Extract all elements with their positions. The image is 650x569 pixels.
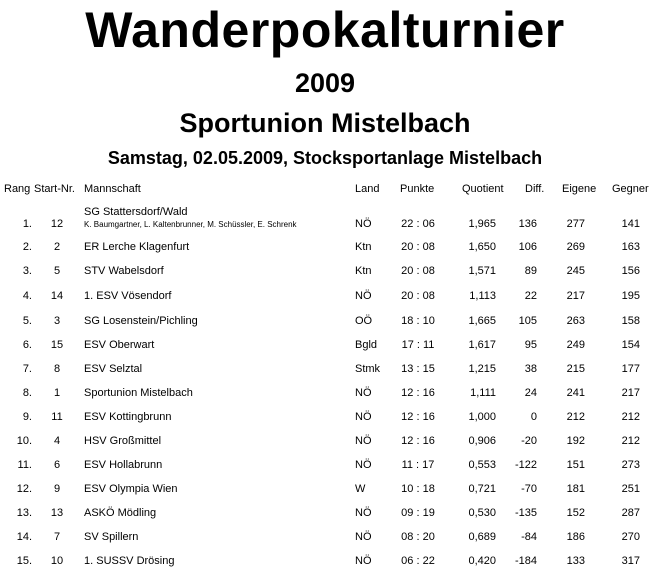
cell-eigene: 215 xyxy=(566,363,585,375)
cell-gegner: 273 xyxy=(621,459,640,471)
cell-quotient: 0,553 xyxy=(468,459,496,471)
cell-quotient: 1,617 xyxy=(468,339,496,351)
column-header: Start-Nr. xyxy=(34,183,75,195)
cell-team: SG Losenstein/Pichling xyxy=(84,315,198,327)
column-header: Eigene xyxy=(562,183,597,195)
cell-start: 5 xyxy=(53,265,61,277)
cell-team: 1. SUSSV Drösing xyxy=(84,555,175,567)
cell-eigene: 186 xyxy=(566,531,585,543)
cell-quotient: 0,420 xyxy=(468,555,496,567)
cell-land: NÖ xyxy=(355,290,372,302)
cell-diff: -122 xyxy=(514,459,537,471)
cell-start: 15 xyxy=(50,339,64,351)
cell-land: NÖ xyxy=(355,435,372,447)
cell-gegner: 195 xyxy=(621,290,640,302)
cell-gegner: 177 xyxy=(621,363,640,375)
cell-punkte: 10 : 18 xyxy=(401,483,435,495)
cell-eigene: 249 xyxy=(566,339,585,351)
column-header: Punkte xyxy=(400,183,435,195)
cell-land: Bgld xyxy=(355,339,378,351)
organizer-name: Sportunion Mistelbach xyxy=(179,108,471,138)
cell-land: Ktn xyxy=(355,265,372,277)
tournament-year: 2009 xyxy=(294,68,356,98)
cell-quotient: 0,721 xyxy=(468,483,496,495)
cell-gegner: 251 xyxy=(621,483,640,495)
cell-team: STV Wabelsdorf xyxy=(84,265,164,277)
column-header: Rang xyxy=(4,183,31,195)
cell-rang: 9. xyxy=(22,411,32,423)
cell-punkte: 12 : 16 xyxy=(401,411,435,423)
cell-quotient: 1,650 xyxy=(468,241,496,253)
cell-punkte: 12 : 16 xyxy=(401,387,435,399)
cell-gegner: 141 xyxy=(621,218,640,230)
cell-diff: 105 xyxy=(518,315,537,327)
cell-start: 10 xyxy=(50,555,64,567)
page-title: Wanderpokalturnier xyxy=(85,2,565,58)
team-players: K. Baumgartner, L. Kaltenbrunner, M. Schüssler, E. Schrenk xyxy=(84,220,297,229)
cell-quotient: 0,906 xyxy=(468,435,496,447)
cell-punkte: 20 : 08 xyxy=(401,265,435,277)
cell-eigene: 263 xyxy=(566,315,585,327)
cell-eigene: 277 xyxy=(566,218,585,230)
cell-land: Stmk xyxy=(355,363,381,375)
cell-gegner: 270 xyxy=(621,531,640,543)
column-header: Mannschaft xyxy=(84,183,141,195)
column-header: Land xyxy=(355,183,380,195)
cell-diff: 136 xyxy=(518,218,537,230)
cell-diff: 0 xyxy=(530,411,537,423)
cell-diff: -84 xyxy=(521,531,537,543)
cell-team: SV Spillern xyxy=(84,531,139,543)
cell-start: 7 xyxy=(53,531,61,543)
event-date-location: Samstag, 02.05.2009, Stocksportanlage Mistelbach xyxy=(107,148,543,168)
cell-land: NÖ xyxy=(355,555,372,567)
cell-diff: 95 xyxy=(524,339,537,351)
cell-rang: 13. xyxy=(16,507,32,519)
cell-start: 2 xyxy=(53,241,61,253)
cell-rang: 15. xyxy=(16,555,32,567)
cell-rang: 14. xyxy=(16,531,32,543)
cell-diff: -20 xyxy=(521,435,537,447)
cell-start: 12 xyxy=(50,218,64,230)
cell-team: SG Stattersdorf/Wald xyxy=(84,206,188,218)
cell-quotient: 0,689 xyxy=(468,531,496,543)
cell-punkte: 06 : 22 xyxy=(401,555,435,567)
cell-team: Sportunion Mistelbach xyxy=(84,387,193,399)
cell-eigene: 217 xyxy=(566,290,585,302)
cell-team: ESV Kottingbrunn xyxy=(84,411,172,423)
cell-quotient: 1,000 xyxy=(468,411,496,423)
cell-punkte: 20 : 08 xyxy=(401,290,435,302)
cell-team: ER Lerche Klagenfurt xyxy=(84,241,190,253)
cell-land: NÖ xyxy=(355,387,372,399)
cell-quotient: 1,665 xyxy=(468,315,496,327)
cell-team: ESV Olympia Wien xyxy=(84,483,178,495)
cell-rang: 10. xyxy=(16,435,32,447)
cell-eigene: 245 xyxy=(566,265,585,277)
cell-gegner: 217 xyxy=(621,387,640,399)
cell-gegner: 158 xyxy=(621,315,640,327)
cell-land: NÖ xyxy=(355,459,372,471)
cell-eigene: 241 xyxy=(566,387,585,399)
cell-rang: 3. xyxy=(22,265,32,277)
cell-quotient: 0,530 xyxy=(468,507,496,519)
cell-team: ESV Hollabrunn xyxy=(84,459,163,471)
cell-eigene: 152 xyxy=(566,507,585,519)
cell-punkte: 18 : 10 xyxy=(401,315,435,327)
cell-punkte: 09 : 19 xyxy=(401,507,435,519)
cell-team: HSV Großmittel xyxy=(84,435,162,447)
cell-start: 13 xyxy=(50,507,64,519)
cell-punkte: 20 : 08 xyxy=(401,241,435,253)
cell-land: NÖ xyxy=(355,218,372,230)
cell-rang: 7. xyxy=(22,363,32,375)
cell-diff: -135 xyxy=(514,507,537,519)
cell-team: 1. ESV Vösendorf xyxy=(84,290,172,302)
cell-diff: 89 xyxy=(524,265,537,277)
cell-gegner: 317 xyxy=(621,555,640,567)
cell-diff: -184 xyxy=(514,555,537,567)
cell-diff: 24 xyxy=(524,387,537,399)
cell-rang: 5. xyxy=(22,315,32,327)
cell-team: ASKÖ Mödling xyxy=(84,507,157,519)
cell-rang: 6. xyxy=(22,339,32,351)
cell-punkte: 11 : 17 xyxy=(401,459,435,471)
cell-start: 8 xyxy=(53,363,61,375)
cell-quotient: 1,965 xyxy=(468,218,496,230)
cell-diff: -70 xyxy=(521,483,537,495)
cell-rang: 2. xyxy=(22,241,32,253)
cell-eigene: 133 xyxy=(566,555,585,567)
cell-rang: 1. xyxy=(22,218,32,230)
cell-start: 6 xyxy=(53,459,61,471)
cell-start: 4 xyxy=(53,435,61,447)
cell-start: 11 xyxy=(51,411,63,423)
cell-diff: 106 xyxy=(518,241,537,253)
cell-gegner: 212 xyxy=(621,411,640,423)
cell-land: NÖ xyxy=(355,507,372,519)
cell-start: 9 xyxy=(53,483,61,495)
cell-quotient: 1,113 xyxy=(469,290,496,302)
cell-eigene: 192 xyxy=(566,435,585,447)
column-header: Gegner xyxy=(612,183,649,195)
cell-land: NÖ xyxy=(355,411,372,423)
cell-rang: 4. xyxy=(22,290,32,302)
cell-start: 3 xyxy=(53,315,61,327)
cell-diff: 22 xyxy=(524,290,537,302)
cell-punkte: 13 : 15 xyxy=(401,363,435,375)
cell-diff: 38 xyxy=(524,363,537,375)
cell-punkte: 12 : 16 xyxy=(401,435,435,447)
cell-team: ESV Selztal xyxy=(84,363,143,375)
cell-rang: 8. xyxy=(22,387,32,399)
cell-start: 14 xyxy=(50,290,64,302)
cell-gegner: 287 xyxy=(621,507,640,519)
cell-eigene: 212 xyxy=(566,411,585,423)
cell-gegner: 156 xyxy=(621,265,640,277)
cell-eigene: 181 xyxy=(566,483,585,495)
cell-punkte: 17 : 11 xyxy=(401,339,435,351)
cell-land: W xyxy=(355,483,366,495)
cell-quotient: 1,215 xyxy=(468,363,496,375)
cell-eigene: 151 xyxy=(566,459,585,471)
column-header: Quotient xyxy=(462,183,504,195)
cell-land: OÖ xyxy=(355,315,373,327)
cell-rang: 12. xyxy=(16,483,32,495)
cell-land: NÖ xyxy=(355,531,372,543)
cell-gegner: 212 xyxy=(621,435,640,447)
column-header: Diff. xyxy=(525,183,545,195)
cell-land: Ktn xyxy=(355,241,372,253)
cell-gegner: 154 xyxy=(621,339,640,351)
cell-start: 1 xyxy=(53,387,61,399)
cell-punkte: 22 : 06 xyxy=(401,218,435,230)
cell-rang: 11. xyxy=(17,459,32,471)
cell-quotient: 1,571 xyxy=(468,265,496,277)
cell-punkte: 08 : 20 xyxy=(401,531,435,543)
cell-quotient: 1,111 xyxy=(470,387,496,399)
cell-team: ESV Oberwart xyxy=(84,339,155,351)
cell-eigene: 269 xyxy=(566,241,585,253)
cell-gegner: 163 xyxy=(621,241,640,253)
